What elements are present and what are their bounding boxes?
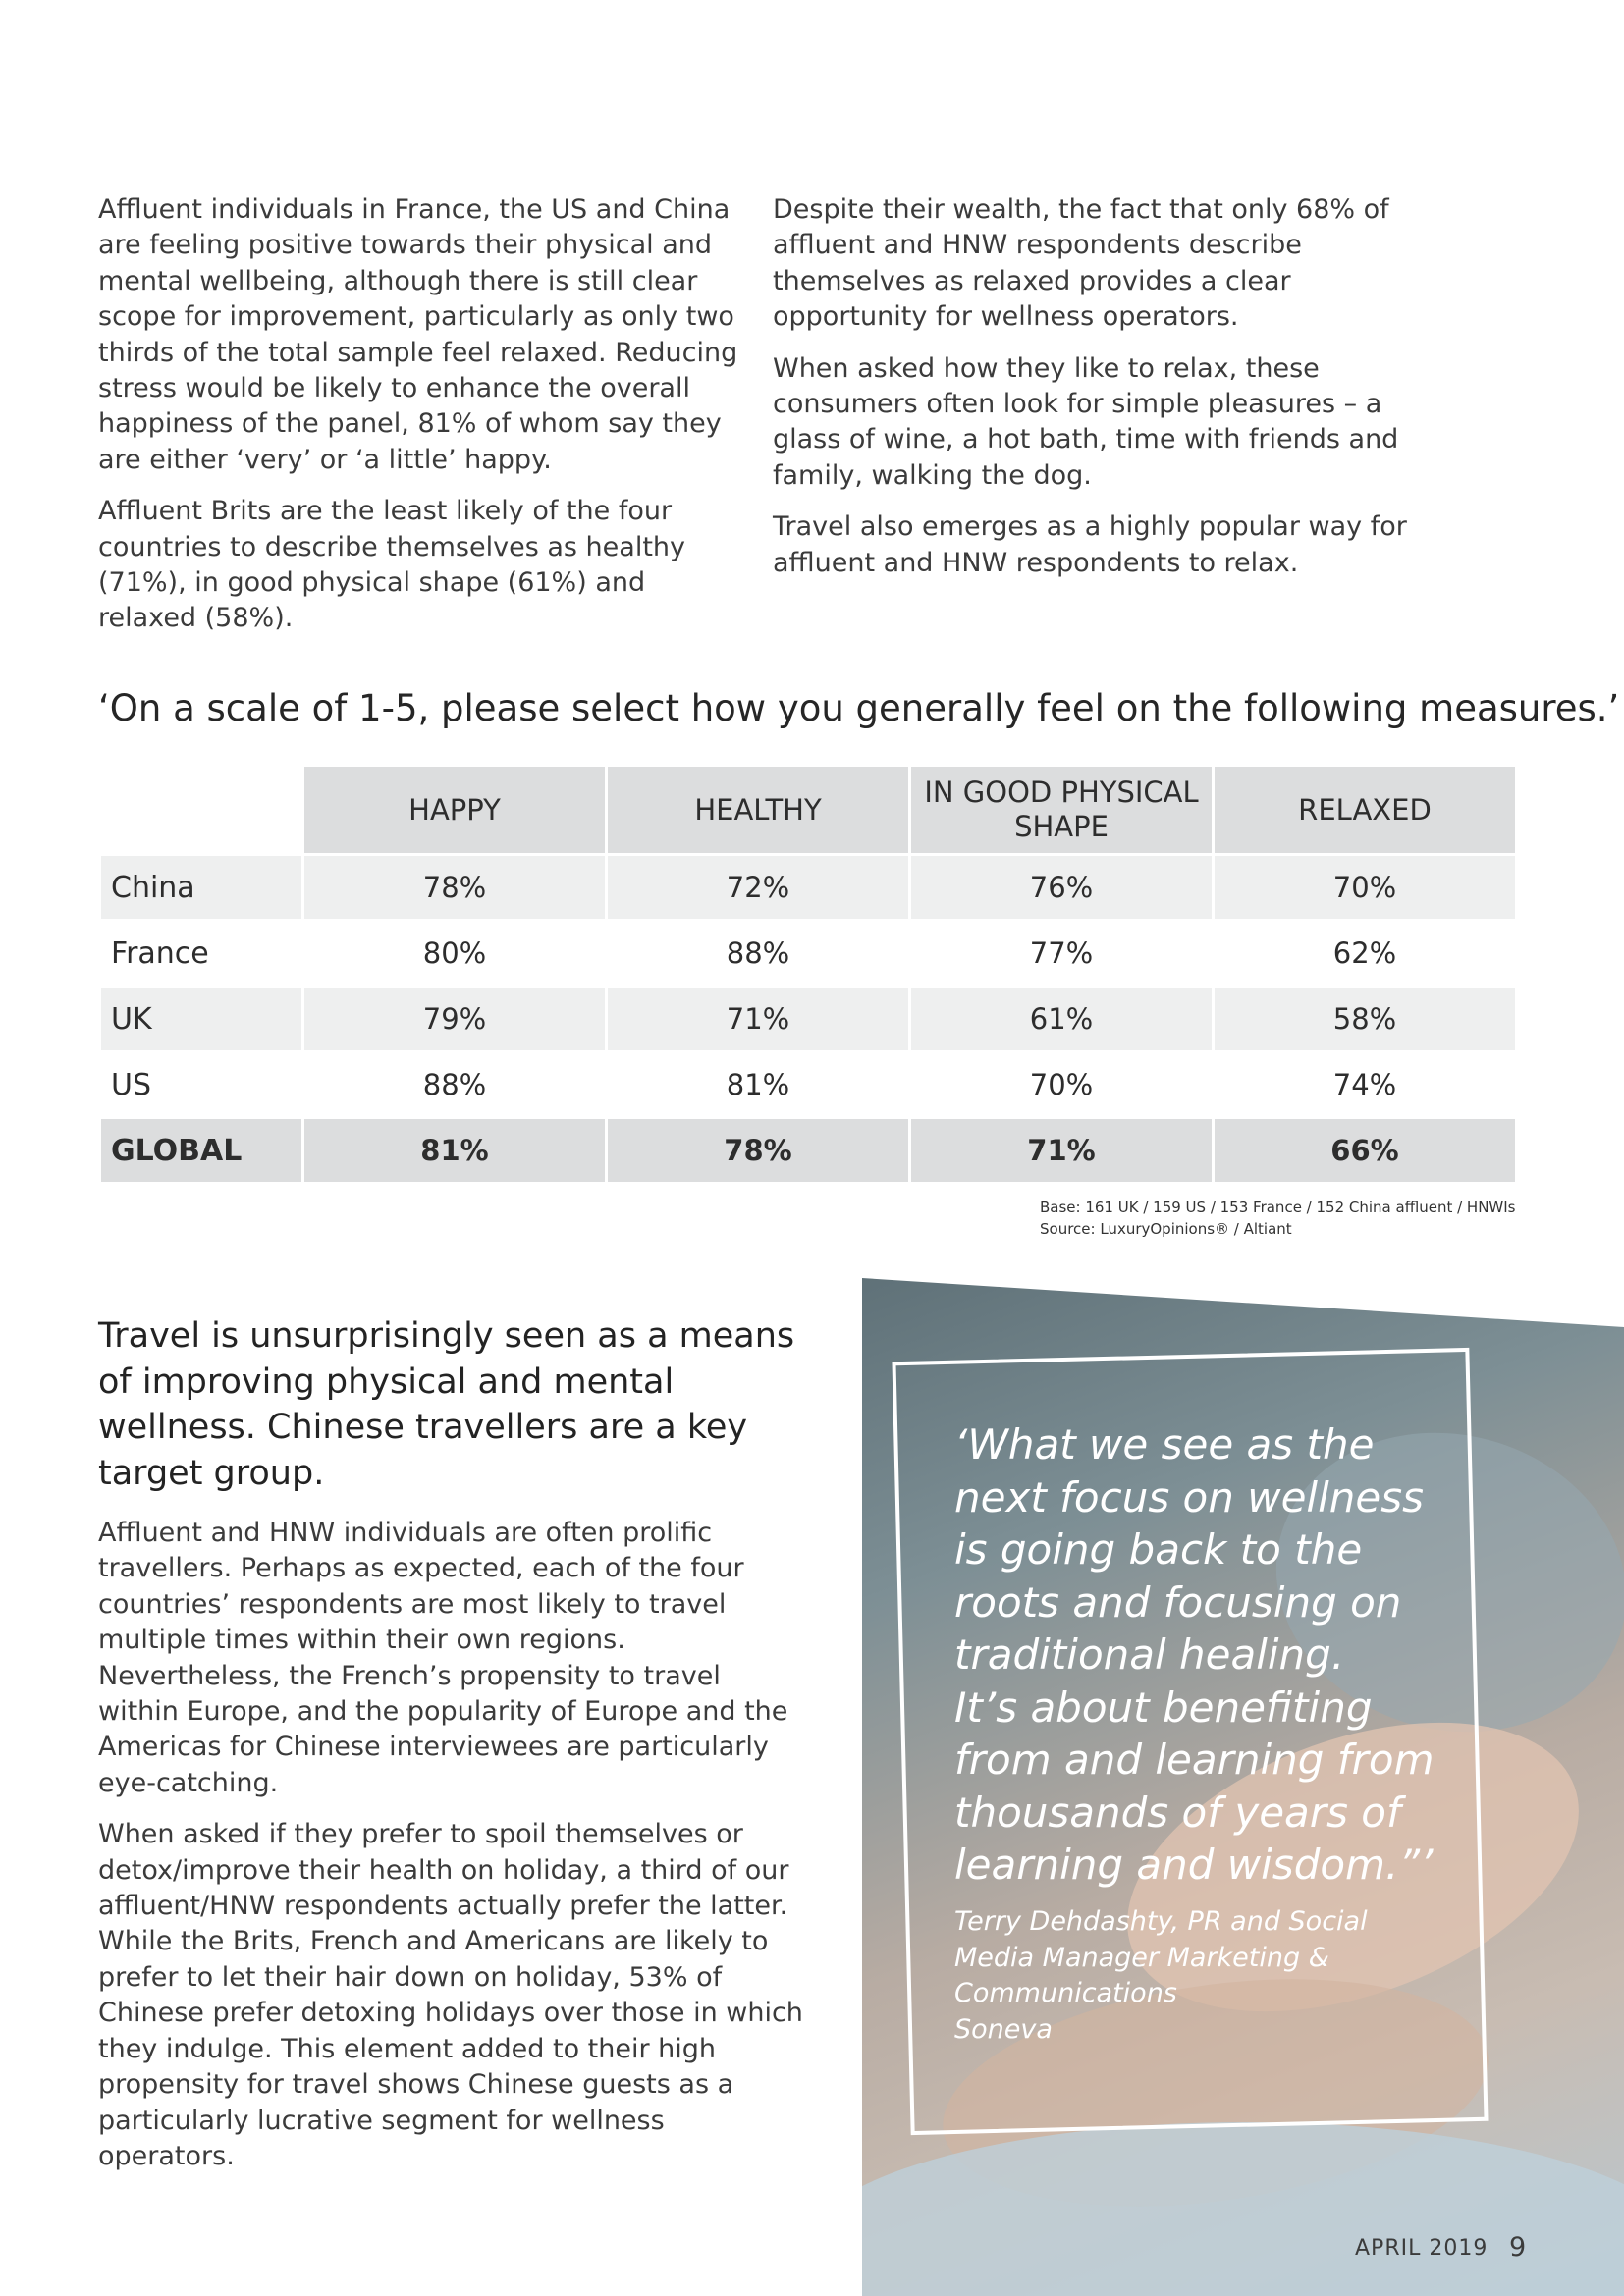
table-cell: 78%	[608, 1119, 908, 1182]
row-label: China	[101, 856, 301, 919]
table-cell: 76%	[911, 856, 1212, 919]
quote-line: roots and focusing on	[954, 1577, 1402, 1627]
photo-towel-shape	[862, 2122, 1624, 2296]
table-cell: 78%	[304, 856, 605, 919]
pull-quote	[954, 1418, 1465, 1892]
intro-left-column	[98, 192, 746, 653]
column-header-physical-shape: IN GOOD PHYSICAL SHAPE	[911, 767, 1212, 853]
table-cell: 71%	[911, 1119, 1212, 1182]
intro-paragraph: Affluent Brits are the least likely of the four countries to describe themselves as healthy (71%), in good physical shape (61%) and relaxed (58%).	[98, 496, 685, 634]
table-source-note	[1040, 1197, 1516, 1240]
table-cell: 88%	[422, 1068, 487, 1101]
intro-right-column	[773, 192, 1440, 597]
table-row-china	[101, 856, 1515, 919]
quote-line: thousands of years of	[954, 1788, 1401, 1837]
intro-paragraph: When asked how they like to relax, these consumers often look for simple pleasures – a glass of wine, a hot bath, time with friends and family, walking the dog.	[773, 352, 1399, 491]
attribution-line: Communications	[954, 1978, 1177, 2008]
table-row-uk	[101, 988, 1515, 1050]
row-label: France	[111, 935, 209, 971]
quote-line: learning and wisdom.”’	[954, 1841, 1434, 1889]
table-cell: 72%	[608, 856, 908, 919]
table-cell: 79%	[304, 988, 605, 1050]
table-cell: 74%	[1332, 1068, 1397, 1101]
travel-body-column	[98, 1516, 805, 2190]
travel-section-heading: Travel is unsurprisingly seen as a means of improving physical and mental wellness. Chinese travellers are a key target group.	[98, 1316, 795, 1493]
quote-line: from and learning from	[954, 1735, 1435, 1784]
column-header-healthy: HEALTHY	[608, 767, 908, 853]
table-corner-cell	[101, 767, 301, 853]
row-label: UK	[101, 988, 301, 1050]
row-label: US	[111, 1067, 152, 1102]
table-cell: 66%	[1215, 1119, 1515, 1182]
table-cell: 88%	[726, 936, 790, 970]
quote-line: ‘What we see as the	[954, 1420, 1375, 1468]
table-cell: 70%	[1029, 1068, 1094, 1101]
travel-paragraph: When asked if they prefer to spoil themselves or detox/improve their health on holiday, a third of our affluent/HNW respondents actually prefer the latter. While the Brits, French and Americans are likely to prefer to let their hair down on holiday, 53% of Chinese prefer detoxing holidays over those in which they indulge. This element added to their high propensity for travel shows Chinese guests as a particularly lucrative segment for wellness operators.	[98, 1819, 803, 2171]
table-cell: 77%	[1029, 936, 1094, 970]
survey-question: ‘On a scale of 1-5, please select how you generally feel on the following measures.’	[98, 687, 1620, 729]
quote-line: next focus on wellness	[954, 1472, 1424, 1522]
table-row-global	[101, 1119, 1515, 1182]
intro-paragraph: Travel also emerges as a highly popular way for affluent and HNW respondents to relax.	[773, 511, 1407, 578]
table-cell: 62%	[1332, 936, 1397, 970]
table-cell: 61%	[911, 988, 1212, 1050]
table-header-row	[101, 767, 1515, 853]
column-header-relaxed: RELAXED	[1215, 767, 1515, 853]
source-note: Source: LuxuryOpinions® / Altiant	[1040, 1220, 1292, 1238]
attribution-line: Soneva	[954, 2013, 1053, 2045]
quote-attribution	[954, 1904, 1465, 2048]
table-cell: 81%	[726, 1068, 790, 1101]
table-cell: 70%	[1215, 856, 1515, 919]
column-header-happy: HAPPY	[304, 767, 605, 853]
table-row-france	[101, 922, 1515, 985]
page-number: 9	[1509, 2232, 1527, 2263]
attribution-line: Media Manager Marketing &	[954, 1942, 1329, 1973]
table-cell: 81%	[304, 1119, 605, 1182]
quote-line: It’s about benefiting	[954, 1682, 1373, 1732]
quote-line: traditional healing.	[954, 1630, 1345, 1679]
table-cell: 71%	[608, 988, 908, 1050]
survey-results-table	[98, 764, 1518, 1185]
table-cell: 58%	[1215, 988, 1515, 1050]
intro-paragraph: Affluent individuals in France, the US and China are feeling positive towards their physical and mental wellbeing, although there is still clear scope for improvement, particularly as only two thirds of the total sample feel relaxed. Reducing stress would be likely to enhance the overall happiness of the panel, 81% of whom say they are either ‘very’ or ‘a little’ happy.	[98, 194, 738, 475]
attribution-line: Terry Dehdashty, PR and Social	[954, 1906, 1368, 1937]
table-cell: 80%	[422, 936, 487, 970]
base-note: Base: 161 UK / 159 US / 153 France / 152 China affluent / HNWIs	[1040, 1199, 1516, 1216]
intro-paragraph: Despite their wealth, the fact that only 68% of affluent and HNW respondents describe themselves as relaxed provides a clear opportunity for wellness operators.	[773, 194, 1389, 333]
table-row-us	[101, 1053, 1515, 1116]
row-label: GLOBAL	[101, 1119, 301, 1182]
quote-line: is going back to the	[954, 1525, 1363, 1574]
travel-paragraph: Affluent and HNW individuals are often prolific travellers. Perhaps as expected, each of the four countries’ respondents are most likely to travel multiple times within their own regions. Nevertheless, the French’s propensity to travel within Europe, and the popularity of Europe and the Americas for Chinese interviewees are particularly eye-catching.	[98, 1518, 788, 1798]
footer-date: APRIL 2019	[1355, 2236, 1489, 2261]
